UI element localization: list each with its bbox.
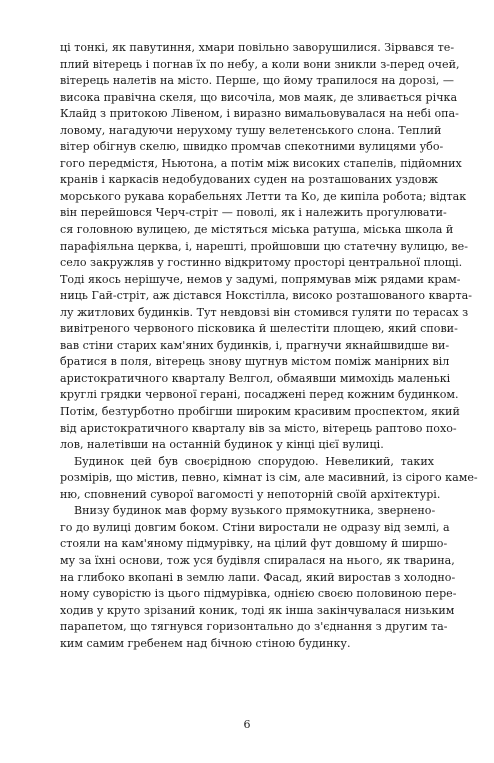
text-line: розмірів, що містив, певно, кімнат із сім, але масивний, із сірого каме-	[60, 471, 478, 485]
text-line: вав стіни старих кам'яних будинків, і, прагнучи якнайшвидше ви-	[60, 338, 450, 352]
text-line: Внизу будинок мав форму вузького прямокутника, звернено-	[74, 504, 436, 518]
text-line: Потім, безтурботно пробігши широким красивим проспектом, який	[60, 405, 460, 419]
text-line: морського рукава корабельнях Летти та Ко, де кипіла робота; відтак	[60, 189, 467, 203]
text-line: від аристократичного кварталу вів за місто, вітерець раптово похо-	[60, 421, 457, 435]
text-line: ся головною вулицею, де містяться міська ратуша, міська школа й	[60, 223, 454, 237]
text-line: вивітреного червоного пісковика й шелестіти площею, який спови-	[60, 322, 458, 336]
paragraph	[60, 503, 457, 652]
text-line: село закружляв у гостинно відкритому просторі центральної площі.	[60, 256, 463, 270]
page-number: 6	[243, 718, 251, 731]
text-line: плий вітерець і погнав їх по небу, а коли вони зникли з-перед очей,	[60, 57, 460, 71]
page-body	[60, 40, 478, 652]
text-line: ким самим гребенем над бічною стіною будинку.	[60, 636, 351, 650]
text-line: лов, налетівши на останній будинок у кінці цієї вулиці.	[60, 438, 384, 452]
text-line: круглі грядки червоної герані, посаджені перед кожним будинком.	[60, 388, 459, 402]
text-line: парафіяльна церква, і, нарешті, пройшовши цю статечну вулицю, ве-	[60, 239, 468, 253]
text-line: стояли на кам'яному підмурівку, на цілий фут довшому й ширшо-	[60, 537, 448, 551]
text-line: вітер обігнув скелю, швидко промчав спекотними вулицями убо-	[60, 140, 444, 154]
text-line: братися в поля, вітерець знову шугнув містом поміж манірних віл	[60, 355, 450, 369]
text-line: аристократичного кварталу Велгол, обмаявши мимохідь маленькі	[60, 371, 451, 385]
text-line: парапетом, що тягнувся горизонтально до з'єднання з другим та-	[60, 620, 448, 634]
text-line: ці тонкі, як павутиння, хмари повільно заворушилися. Зірвався те-	[60, 41, 455, 54]
text-line: ниць Гай-стріт, аж дістався Нокстілла, високо розташованого кварта-	[60, 289, 472, 303]
text-line: му за їхні основи, тож уся будівля спиралася на нього, як тварина,	[60, 553, 455, 567]
text-line: ному суворістю із цього підмурівка, однією своєю половиною пере-	[60, 587, 457, 601]
text-line: Будинок цей був своєрідною спорудою. Невеликий, таких	[74, 454, 434, 468]
text-line: Клайд з притокою Лівеном, і виразно вимальовувалася на небі опа-	[60, 107, 459, 121]
text-line: він перейшовся Черч-стріт — поволі, як і належить прогулювати-	[60, 206, 447, 220]
text-line: ню, сповнений суворої вагомості у непоторній своїй архітектурі.	[60, 487, 441, 501]
text-line: го до вулиці довгим боком. Стіни виростали не одразу від землі, а	[60, 520, 450, 534]
text-line: висока правічна скеля, що височіла, мов маяк, де зливається річка	[60, 90, 458, 104]
text-line: лу житлових будинків. Тут невдовзі він стомився гуляти по терасах з	[60, 305, 469, 319]
text-line: ходив у круто зрізаний коник, тоді як інша закінчувалася низьким	[60, 603, 455, 617]
text-line: гого передмістя, Ньютона, а потім між високих стапелів, підйомних	[60, 156, 462, 170]
paragraph	[60, 40, 472, 454]
text-line: ловому, нагадуючи нерухому тушу велетенського слона. Теплий	[60, 123, 442, 137]
text-line: на глибоко вкопані в землю лапи. Фасад, який виростав з холодно-	[60, 570, 456, 584]
text-line: кранів і каркасів недобудованих суден на розташованих уздовж	[60, 173, 438, 187]
book-page	[60, 40, 478, 720]
text-line: вітерець налетів на місто. Перше, що йому трапилося на дорозі, —	[60, 74, 454, 88]
text-line: Тоді якось нерішуче, немов у задумі, попрямував між рядами крам-	[60, 272, 461, 286]
paragraph	[60, 454, 478, 504]
